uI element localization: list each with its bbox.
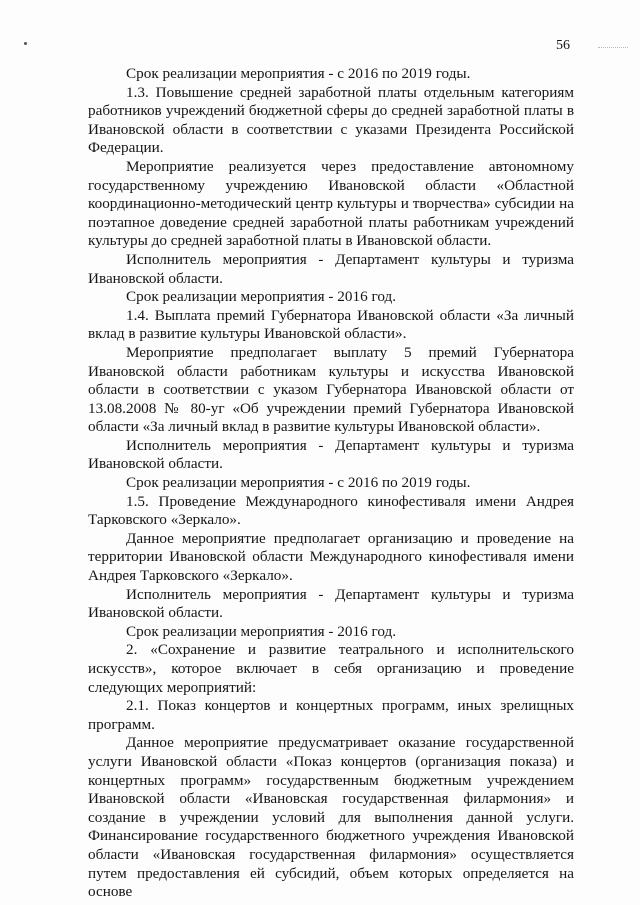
paragraph: Исполнитель мероприятия - Департамент культуры и туризма Ивановской области. (88, 250, 574, 287)
paragraph: Срок реализации мероприятия - с 2016 по 2019 годы. (126, 474, 471, 492)
paragraph: Мероприятие реализуется через предоставление автономному государственному учреждению Ивановской области «Областной координационно-методический центр культуры и творчества» субсидии на поэтапное доведение средней заработной платы работникам учреждений культуры до средней заработной платы в Ивановской области. (88, 157, 574, 250)
paragraph: Срок реализации мероприятия - 2016 год. (126, 288, 396, 306)
paragraph: 1.4. Выплата премий Губернатора Ивановской области «За личный вклад в развитие культуры Ивановской области». (88, 306, 574, 343)
paragraph: Срок реализации мероприятия - 2016 год. (126, 622, 396, 640)
paragraph: Исполнитель мероприятия - Департамент культуры и туризма Ивановской области. (88, 436, 574, 473)
document-body (88, 65, 574, 902)
paragraph: 1.3. Повышение средней заработной платы отдельным категориям работников учреждений бюджетной сферы до средней заработной платы в Ивановской области в соответствии с указами Президента Российской Федерации. (88, 83, 574, 157)
scan-dots (598, 47, 628, 48)
page-number: 56 (556, 38, 570, 53)
paragraph: 2. «Сохранение и развитие театрального и исполнительского искусств», которое включает в себя организацию и проведение следующих мероприятий: (88, 641, 574, 696)
paragraph: Срок реализации мероприятия - с 2016 по 2019 годы. (126, 65, 471, 82)
paragraph: Данное мероприятие предусматривает оказание государственной услуги Ивановской области «Показ концертов (организация показа) и концертных программ» государственным бюджетным учреждением Ивановской области «Ивановская государственная филармония» и создание в учреждении условий для выполнения данной услуги. Финансирование государственного бюджетного учреждения Ивановской области «Ивановская государственная филармония» осуществляется путем предоставления ей субсидий, объем которых определяется на основе (88, 734, 574, 901)
paragraph: 1.5. Проведение Международного кинофестиваля имени Андрея Тарковского «Зеркало». (88, 492, 574, 529)
scan-speck (24, 42, 27, 45)
paragraph: Данное мероприятие предполагает организацию и проведение на территории Ивановской области Международного кинофестиваля имени Андрея Тарковского «Зеркало». (88, 529, 574, 585)
paragraph: Исполнитель мероприятия - Департамент культуры и туризма Ивановской области. (88, 585, 574, 622)
paragraph: 2.1. Показ концертов и концертных программ, иных зрелищных программ. (88, 697, 574, 733)
paragraph: Мероприятие предполагает выплату 5 премий Губернатора Ивановской области работникам культуры и искусства Ивановской области в соответствии с указом Губернатора Ивановской области от 13.08.2008 № 80-уг «Об учреждении премий Губернатора Ивановской области «За личный вклад в развитие культуры Ивановской области». (88, 343, 574, 436)
